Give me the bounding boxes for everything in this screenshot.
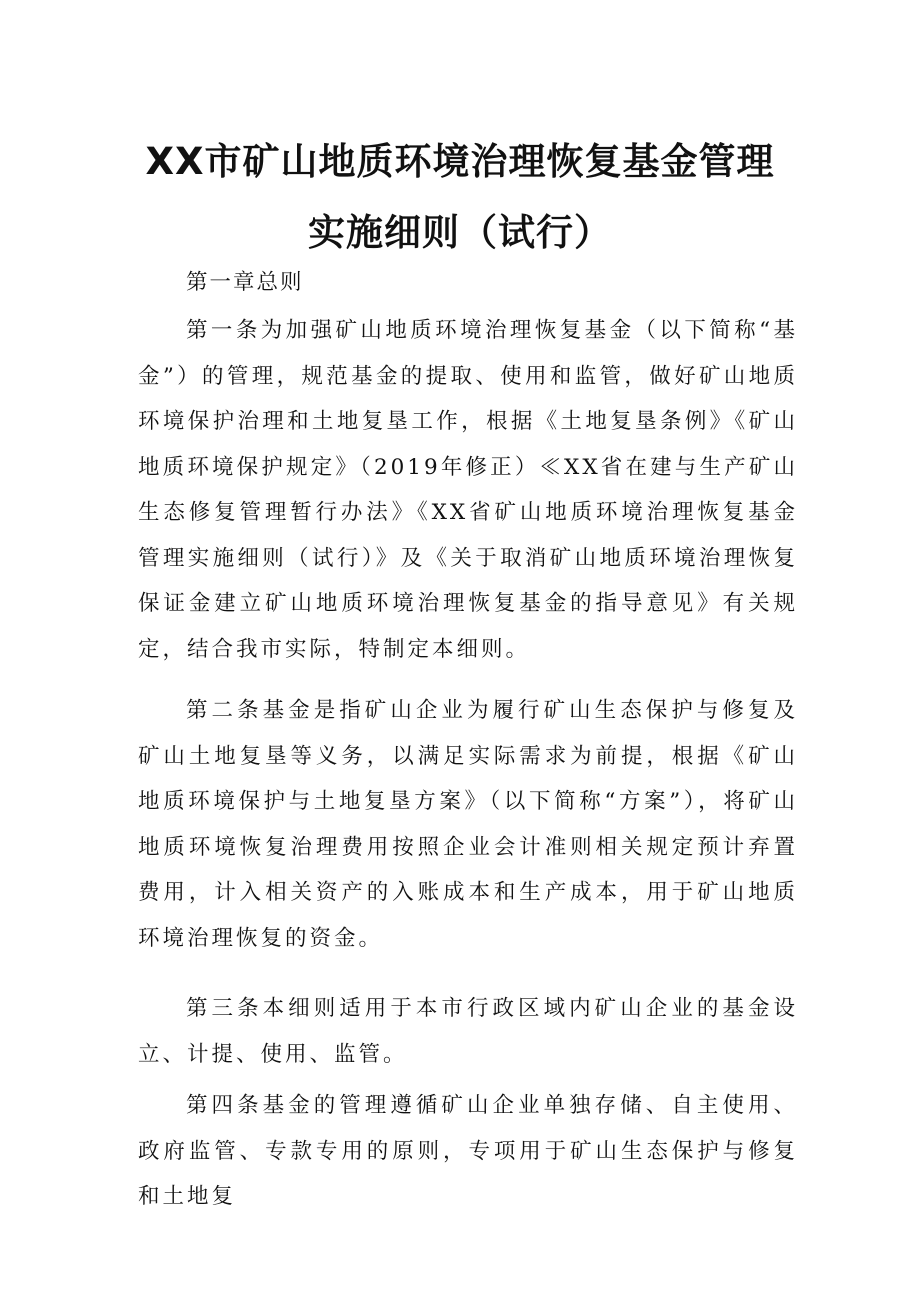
chapter-heading: 第一章总则 <box>186 270 304 295</box>
article-1-paragraph: 第一条为加强矿山地质环境治理恢复基金（以下简称“基金”）的管理，规范基金的提取、使用和监管，做好矿山地质环境保护治理和土地复垦工作，根据《土地复垦条例》《矿山地质环境保护规定》（2019年修正）≪XX省在建与生产矿山生态修复管理暂行办法》《XX省矿山地质环境治理恢复基金管理实施细则（试行）》及《关于取消矿山地质环境治理恢复保证金建立矿山地质环境治理恢复基金的指导意见》有关规定，结合我市实际，特制定本细则。 <box>138 318 798 662</box>
article-3-paragraph: 第三条本细则适用于本市行政区域内矿山企业的基金设立、计提、使用、监管。 <box>138 996 798 1067</box>
document-title-line-2: 实施细则（试行） <box>308 211 612 254</box>
article-2-paragraph: 第二条基金是指矿山企业为履行矿山生态保护与修复及矿山土地复垦等义务，以满足实际需求为前提，根据《矿山地质环境保护与土地复垦方案》（以下简称“方案”），将矿山地质环境恢复治理费用按照企业会计准则相关规定预计弃置费用，计入相关资产的入账成本和生产成本，用于矿山地质环境治理恢复的资金。 <box>138 698 798 951</box>
article-4-paragraph: 第四条基金的管理遵循矿山企业单独存储、自主使用、政府监管、专款专用的原则，专项用于矿山生态保护与修复和土地复 <box>138 1093 798 1209</box>
document-title-line-1: XX市矿山地质环境治理恢复基金管理 <box>145 140 775 183</box>
